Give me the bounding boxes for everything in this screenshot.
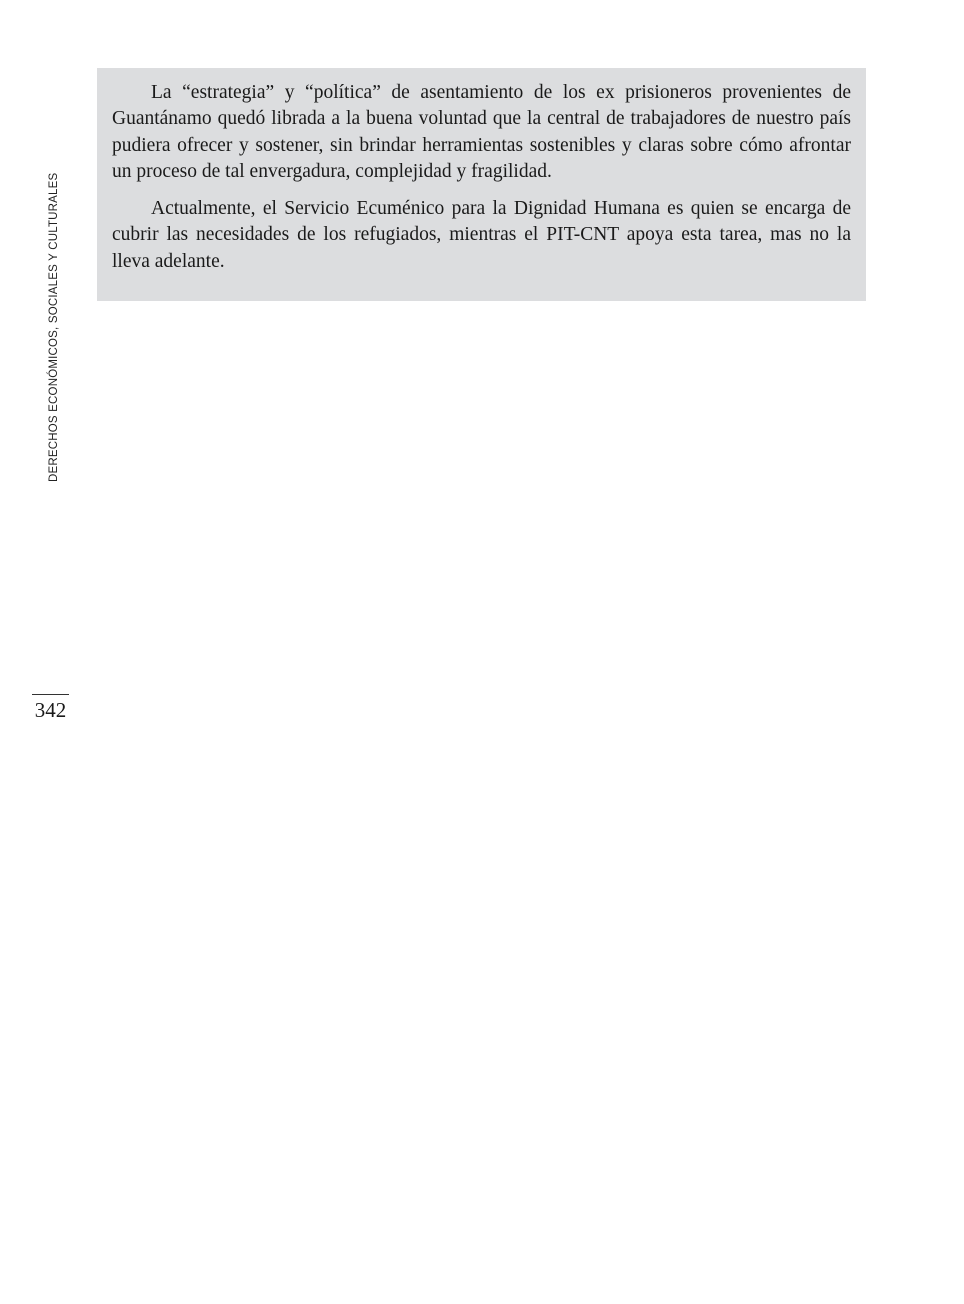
page-number: 342	[34, 698, 67, 722]
running-title: DERECHOS ECONÓMICOS, SOCIALES Y CULTURALES	[48, 172, 60, 482]
page-number-rule	[32, 694, 69, 695]
box-paragraph-2: Actualmente, el Servicio Ecuménico para la Dignidad Humana es quien se encarga de cubrir las necesidades de los refugiados, mientras el PIT-CNT apoya esta tarea, mas no la lleva adelante.	[112, 198, 851, 272]
shaded-text-box	[97, 68, 866, 301]
box-paragraph-1: La “estrategia” y “política” de asentamiento de los ex prisioneros provenientes de Guantánamo quedó librada a la buena voluntad que la central de trabajadores de nuestro país pudiera ofrecer y sostener, sin brindar herramientas sostenibles y claras sobre cómo afrontar un proceso de tal envergadura, complejidad y fragilidad.	[112, 82, 851, 182]
